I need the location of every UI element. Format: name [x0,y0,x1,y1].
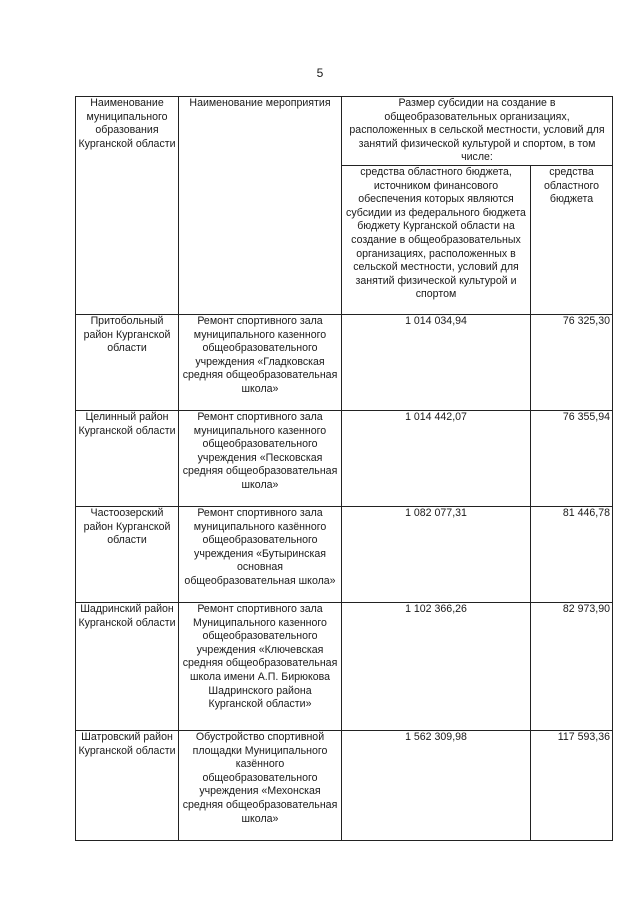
federal-amount-cell: 1 014 442,07 [342,411,531,507]
event-cell: Ремонт спортивного зала муниципального казенного общеобразовательного учреждения «Гладковская средняя общеобразовательная школа» [179,315,342,411]
municipality-cell: Целинный район Курганской области [76,411,179,507]
regional-amount-cell: 76 355,94 [531,411,613,507]
event-cell: Ремонт спортивного зала муниципального казённого общеобразовательного учреждения «Бутыринская основная общеобразовательная школа» [179,507,342,603]
federal-amount-cell: 1 562 309,98 [342,731,531,841]
municipality-cell: Шатровский район Курганской области [76,731,179,841]
event-cell: Обустройство спортивной площадки Муниципального казённого общеобразовательного учреждения «Мехонская средняя общеобразовательная школа» [179,731,342,841]
municipality-cell: Шадринский район Курганской области [76,603,179,731]
event-cell: Ремонт спортивного зала муниципального казенного общеобразовательного учреждения «Песковская средняя общеобразовательная школа» [179,411,342,507]
header-row [76,97,613,166]
regional-amount-cell: 76 325,30 [531,315,613,411]
federal-amount-cell: 1 014 034,94 [342,315,531,411]
table-row [76,731,613,841]
federal-amount-cell: 1 082 077,31 [342,507,531,603]
table-row [76,411,613,507]
table-row [76,315,613,411]
header-municipality: Наименование муниципального образования Курганской области [76,97,179,315]
subsidy-table [75,96,613,841]
table-row [76,603,613,731]
regional-amount-cell: 82 973,90 [531,603,613,731]
federal-amount-cell: 1 102 366,26 [342,603,531,731]
table-row [76,507,613,603]
municipality-cell: Частоозерский район Курганской области [76,507,179,603]
regional-amount-cell: 81 446,78 [531,507,613,603]
regional-amount-cell: 117 593,36 [531,731,613,841]
page-number: 5 [316,66,324,80]
header-regional-funds: средства областного бюджета [531,166,613,315]
event-cell: Ремонт спортивного зала Муниципального казенного общеобразовательного учреждения «Ключевская средняя общеобразовательная школа имени А.П. Бирюкова Шадринского района Курганской области» [179,603,342,731]
header-subsidy-size: Размер субсидии на создание в общеобразовательных организациях, расположенных в сельской местности, условий для занятий физической культурой и спортом, в том числе: [342,97,613,166]
header-federal-funds: средства областного бюджета, источником финансового обеспечения которых являются субсидии из федерального бюджета бюджету Курганской области на создание в общеобразовательных организациях, расположенных в сельской местности, условий для занятий физической культурой и спортом [342,166,531,315]
header-event: Наименование мероприятия [179,97,342,315]
municipality-cell: Притобольный район Курганской области [76,315,179,411]
